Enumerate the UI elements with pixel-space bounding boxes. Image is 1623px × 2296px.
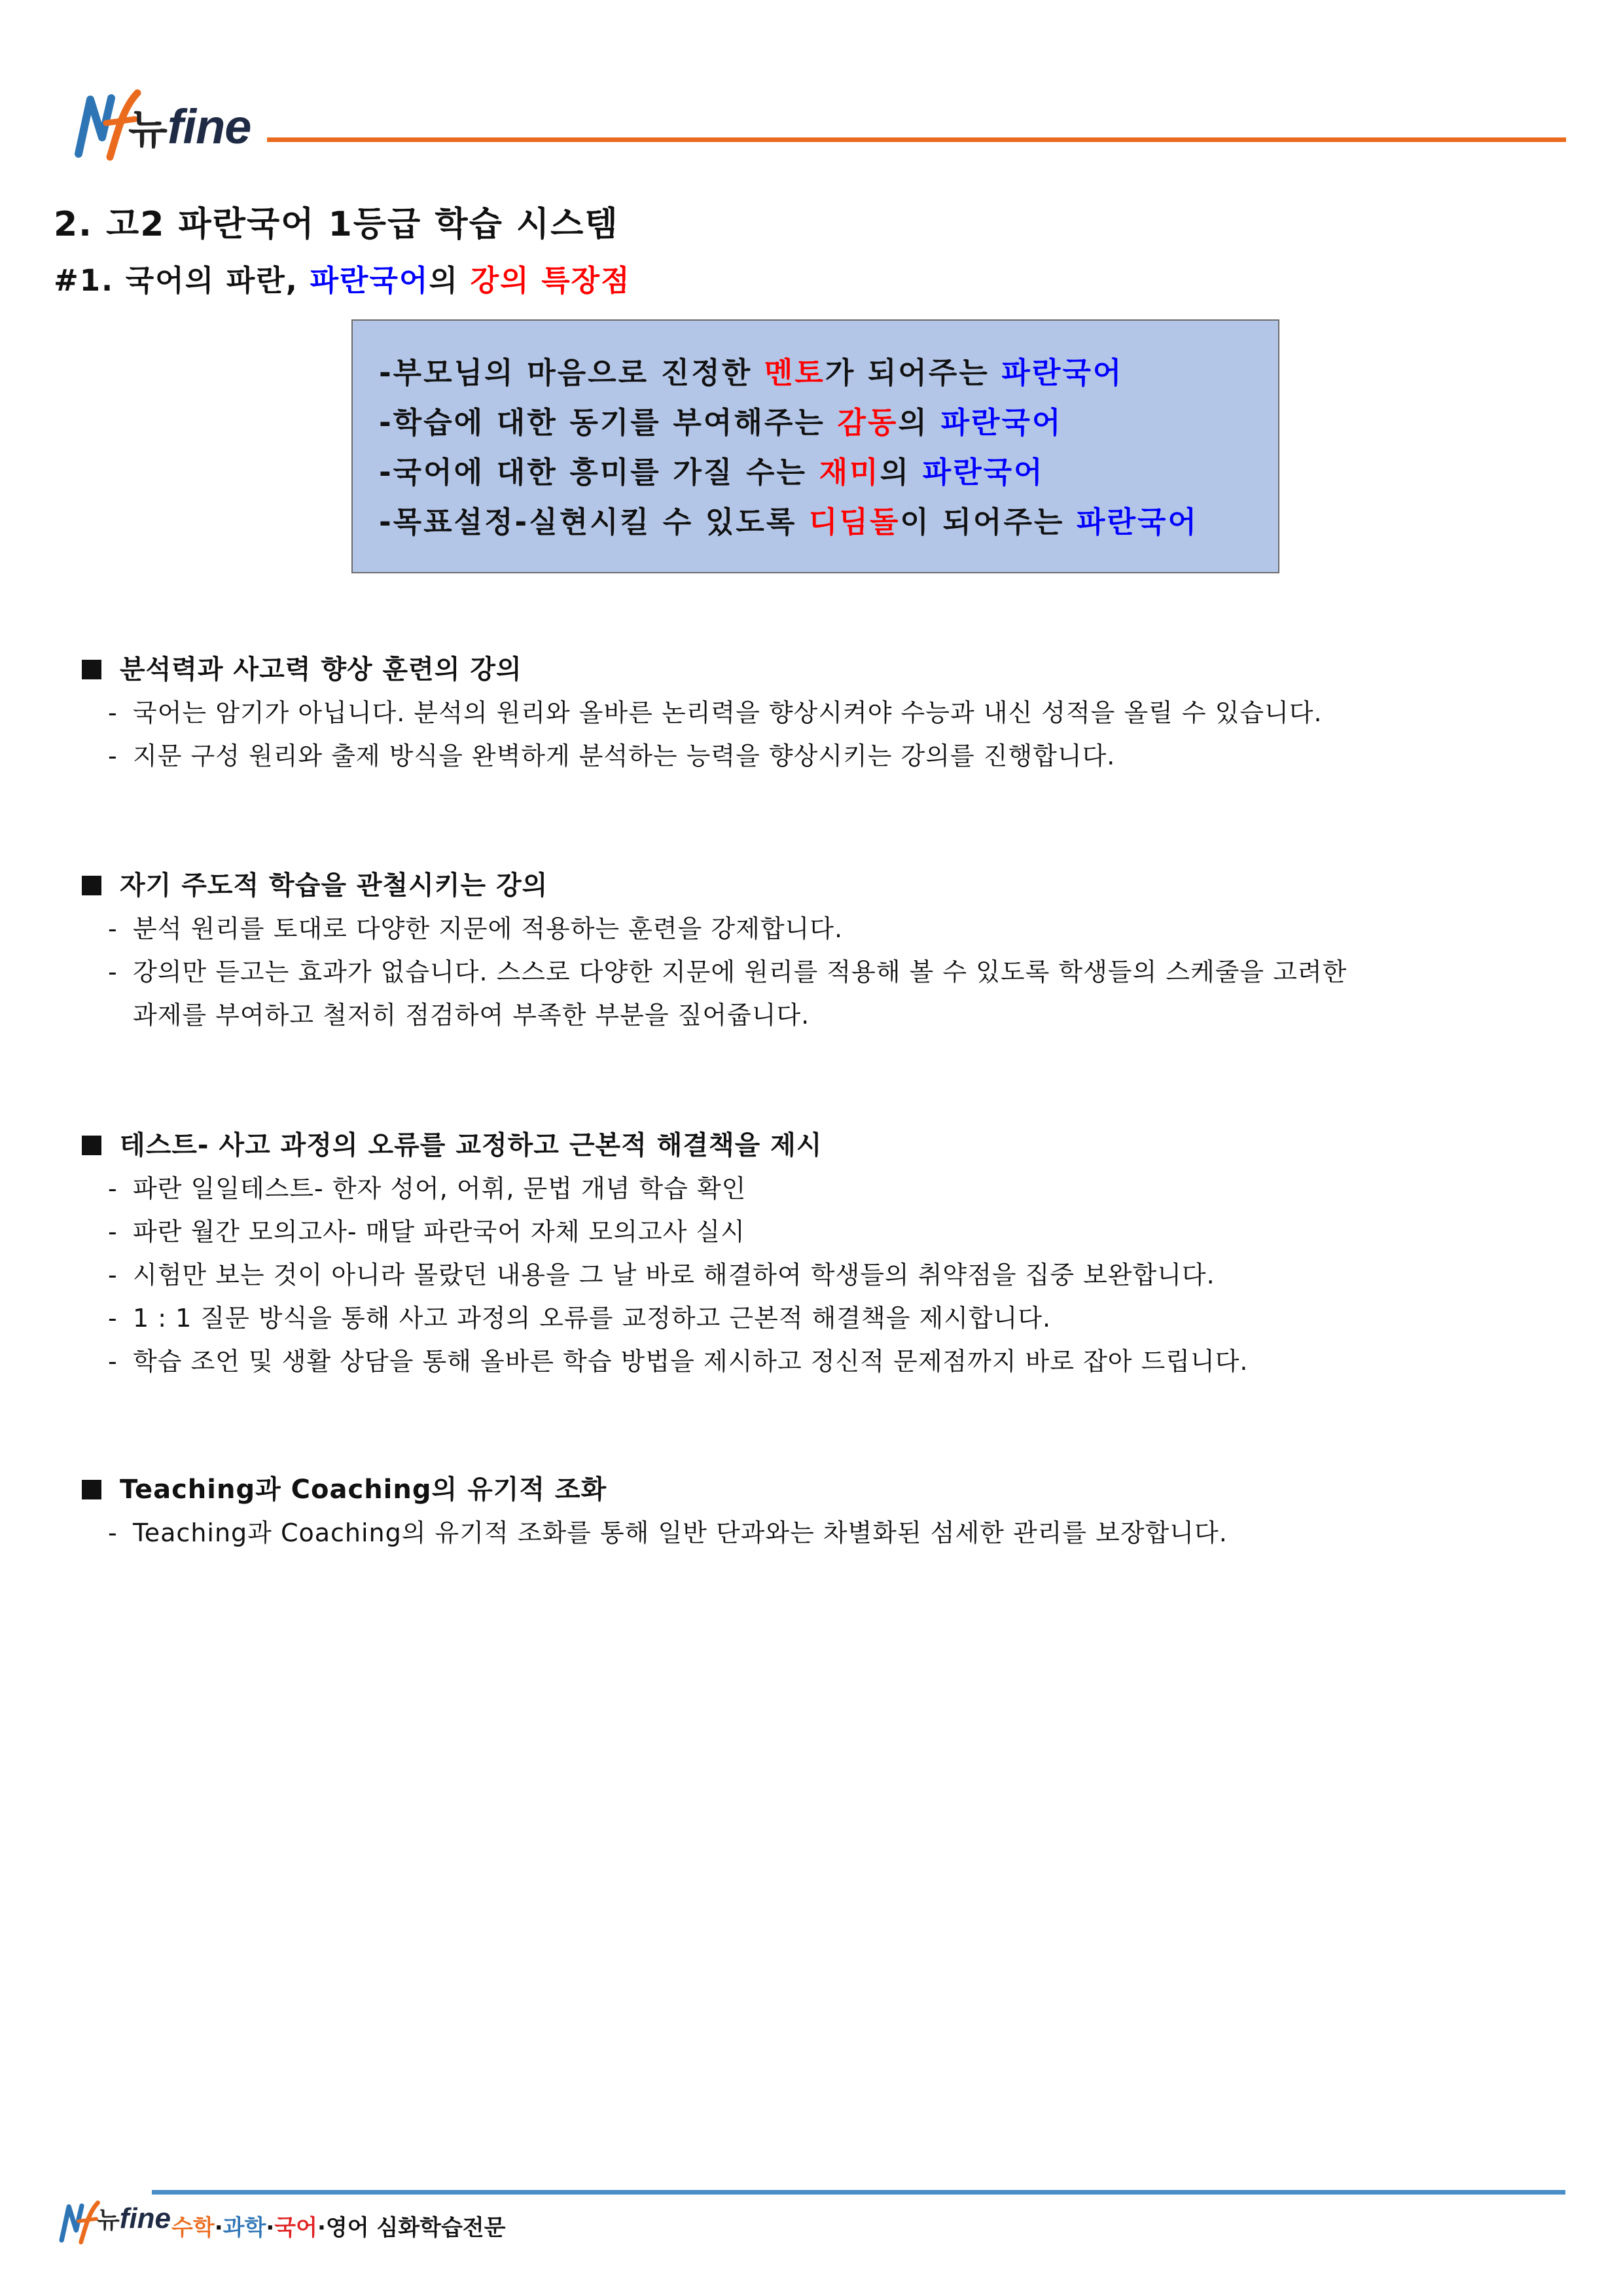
callout-blue: 파란국어 bbox=[922, 455, 1044, 490]
callout-text: 이 되어주는 bbox=[900, 505, 1077, 539]
callout-text: -목표설정-실현시킬 수 있도록 bbox=[379, 505, 809, 539]
section-heading-text: 테스트- 사고 과정의 오류를 교정하고 근본적 해결책을 제시 bbox=[120, 1130, 823, 1160]
callout-red: 멘토 bbox=[764, 355, 825, 390]
tagline-dot: · bbox=[266, 2215, 275, 2241]
footer-logo-text bbox=[97, 2202, 171, 2235]
tagline-dot: · bbox=[317, 2215, 326, 2241]
section-heading bbox=[82, 648, 1323, 691]
list-item-text: 시험만 보는 것이 아니라 몰랐던 내용을 그 날 바로 해결하여 학생들의 취약점을 집중 보완합니다. bbox=[133, 1261, 1215, 1289]
tagline-english: 영어 bbox=[325, 2215, 369, 2241]
list-item: - 파란 일일테스트- 한자 성어, 어휘, 문법 개념 학습 확인 bbox=[108, 1174, 747, 1203]
callout-red: 감동 bbox=[837, 405, 899, 440]
list-item: - 1 : 1 질문 방식을 통해 사고 과정의 오류를 교정하고 근본적 해결책을 제시합니다. bbox=[108, 1304, 1052, 1333]
callout-line bbox=[379, 398, 1278, 448]
callout-text: 가 되어주는 bbox=[825, 355, 1002, 390]
square-bullet-icon bbox=[82, 1136, 101, 1155]
header-rule bbox=[267, 137, 1566, 142]
logo-nyu: 뉴 bbox=[128, 105, 168, 153]
section-analysis bbox=[82, 648, 1323, 778]
callout-red: 디딤돌 bbox=[809, 505, 901, 539]
list-item-text: 지문 구성 원리와 출제 방식을 완벽하게 분석하는 능력을 향상시키는 강의를 진행합니다. bbox=[133, 742, 1116, 770]
subtitle-brand: 파란국어 bbox=[310, 263, 429, 298]
list-item-text: 국어는 암기가 아닙니다. 분석의 원리와 올바른 논리력을 향상시켜야 수능과 내신 성적을 올릴 수 있습니다. bbox=[133, 698, 1323, 727]
feature-callout-box bbox=[351, 319, 1279, 573]
list-item-text: 분석 원리를 토대로 다양한 지문에 적용하는 훈련을 강제합니다. bbox=[133, 914, 844, 943]
subtitle-prefix: #1. 국어의 파란, bbox=[54, 263, 310, 298]
tagline-rest: 심화학습전문 bbox=[368, 2215, 506, 2241]
tagline-math: 수학 bbox=[171, 2215, 215, 2241]
footer-tagline bbox=[171, 2210, 505, 2242]
footer-logo-fine: fine bbox=[119, 2202, 171, 2234]
tagline-korean: 국어 bbox=[274, 2215, 317, 2241]
list-item: - 지문 구성 원리와 출제 방식을 완벽하게 분석하는 능력을 향상시키는 강의를 진행합니다. bbox=[108, 742, 1116, 770]
section-heading-text: Teaching과 Coaching의 유기적 조화 bbox=[120, 1475, 607, 1505]
subtitle-middle: 의 bbox=[429, 263, 471, 298]
callout-text: 의 bbox=[880, 455, 923, 490]
section-heading-text: 자기 주도적 학습을 관철시키는 강의 bbox=[120, 870, 548, 901]
list-item-continuation: 과제를 부여하고 철저히 점검하여 부족한 부분을 짚어줍니다. bbox=[133, 1001, 810, 1030]
square-bullet-icon bbox=[82, 1480, 101, 1499]
callout-line bbox=[379, 497, 1278, 547]
callout-text: 의 bbox=[898, 405, 941, 440]
footer-rule bbox=[152, 2190, 1565, 2195]
callout-text: -부모님의 마음으로 진정한 bbox=[379, 355, 764, 390]
list-item: - Teaching과 Coaching의 유기적 조화를 통해 일반 단과와는 차별화된 섬세한 관리를 보장합니다. bbox=[108, 1518, 1228, 1547]
callout-text: -국어에 대한 흥미를 가질 수는 bbox=[379, 455, 819, 490]
callout-blue: 파란국어 bbox=[1001, 355, 1124, 390]
square-bullet-icon bbox=[82, 876, 101, 895]
list-item-text: 학습 조언 및 생활 상담을 통해 올바른 학습 방법을 제시하고 정신적 문제점까지 바로 잡아 드립니다. bbox=[133, 1347, 1249, 1376]
section-self-directed bbox=[82, 864, 1347, 1037]
footer-logo-nyu: 뉴 bbox=[97, 2207, 120, 2234]
page-title: 2. 고2 파란국어 1등급 학습 시스템 bbox=[54, 205, 619, 244]
section-heading bbox=[82, 1124, 1249, 1167]
section-heading bbox=[82, 864, 1347, 907]
tagline-science: 과학 bbox=[223, 2215, 266, 2241]
list-item-text: 파란 월간 모의고사- 매달 파란국어 자체 모의고사 실시 bbox=[133, 1217, 745, 1246]
list-item: - 학습 조언 및 생활 상담을 통해 올바른 학습 방법을 제시하고 정신적 문제점까지 바로 잡아 드립니다. bbox=[108, 1347, 1249, 1376]
tagline-dot: · bbox=[214, 2215, 223, 2241]
page-subtitle bbox=[54, 257, 631, 299]
list-item-text: 강의만 듣고는 효과가 없습니다. 스스로 다양한 지문에 원리를 적용해 볼 수 있도록 학생들의 스케줄을 고려한 bbox=[133, 958, 1347, 986]
list-item-text: Teaching과 Coaching의 유기적 조화를 통해 일반 단과와는 차별화된 섬세한 관리를 보장합니다. bbox=[133, 1518, 1228, 1547]
list-item: - 파란 월간 모의고사- 매달 파란국어 자체 모의고사 실시 bbox=[108, 1217, 745, 1246]
list-item-text: 파란 일일테스트- 한자 성어, 어휘, 문법 개념 학습 확인 bbox=[133, 1174, 747, 1203]
section-test bbox=[82, 1124, 1249, 1383]
list-item: - 분석 원리를 토대로 다양한 지문에 적용하는 훈련을 강제합니다. bbox=[108, 914, 844, 943]
list-item: - 강의만 듣고는 효과가 없습니다. 스스로 다양한 지문에 원리를 적용해 볼 수 있도록 학생들의 스케줄을 고려한 bbox=[108, 958, 1347, 986]
list-item: - 시험만 보는 것이 아니라 몰랐던 내용을 그 날 바로 해결하여 학생들의 취약점을 집중 보완합니다. bbox=[108, 1261, 1215, 1289]
section-teaching-coaching bbox=[82, 1468, 1228, 1554]
list-item: - 국어는 암기가 아닙니다. 분석의 원리와 올바른 논리력을 향상시켜야 수능과 내신 성적을 올릴 수 있습니다. bbox=[108, 698, 1323, 727]
header-logo-text bbox=[128, 97, 251, 155]
subtitle-highlight: 강의 특장점 bbox=[470, 263, 631, 298]
section-heading-text: 분석력과 사고력 향상 훈련의 강의 bbox=[120, 655, 522, 685]
callout-line bbox=[379, 348, 1278, 398]
logo-fine: fine bbox=[167, 99, 251, 154]
callout-blue: 파란국어 bbox=[1077, 505, 1198, 539]
callout-line bbox=[379, 448, 1278, 497]
callout-blue: 파란국어 bbox=[940, 405, 1063, 440]
section-heading bbox=[82, 1468, 1228, 1511]
callout-red: 재미 bbox=[819, 455, 880, 490]
callout-text: -학습에 대한 동기를 부여해주는 bbox=[379, 405, 838, 440]
square-bullet-icon bbox=[82, 660, 101, 679]
list-item-text: 1 : 1 질문 방식을 통해 사고 과정의 오류를 교정하고 근본적 해결책을 제시합니다. bbox=[133, 1304, 1052, 1333]
